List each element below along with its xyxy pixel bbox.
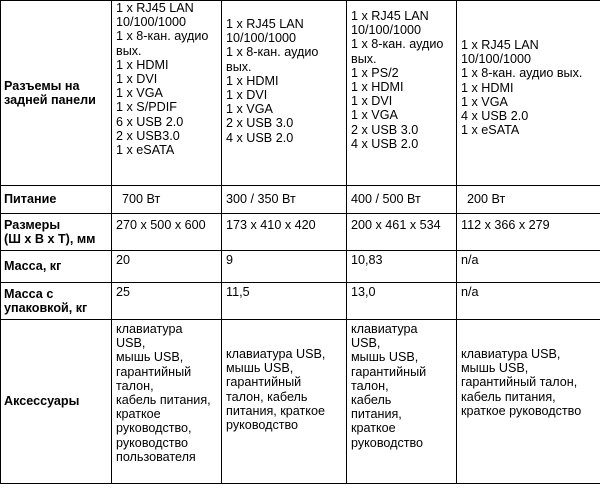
cell-weight-col2: 9 xyxy=(222,251,347,283)
cell-rear-ports-col4: 1 x RJ45 LAN 10/100/1000 1 x 8-кан. аудио вых. 1 x HDMI 1 x VGA 4 x USB 2.0 1 x eSATA xyxy=(457,1,600,186)
table-row-power xyxy=(1,186,600,214)
cell-weight-col3: 10,83 xyxy=(347,251,457,283)
row-label-weight: Масса, кг xyxy=(1,251,112,283)
cell-rear-ports-col3: 1 x RJ45 LAN 10/100/1000 1 x 8-кан. аудио вых. 1 x PS/2 1 x HDMI 1 x DVI 1 x VGA 2 x USB 3.0 4 x USB 2.0 xyxy=(347,1,457,186)
cell-weight-packed-col4: n/a xyxy=(457,283,600,320)
table-row-weight-packed xyxy=(1,283,600,320)
cell-power-col1: 700 Вт xyxy=(112,186,222,214)
table-row-accessories xyxy=(1,320,600,484)
row-label-weight-packed: Масса с упаковкой, кг xyxy=(1,283,112,320)
row-label-accessories: Аксессуары xyxy=(1,320,112,484)
cell-weight-packed-col2: 11,5 xyxy=(222,283,347,320)
cell-rear-ports-col1: 1 x RJ45 LAN 10/100/1000 1 x 8-кан. аудио вых. 1 x HDMI 1 x DVI 1 x VGA 1 x S/PDIF 6 x USB 2.0 2 x USB3.0 1 x eSATA xyxy=(112,1,222,186)
cell-weight-col1: 20 xyxy=(112,251,222,283)
cell-accessories-col3: клавиатура USB, мышь USB, гарантийный талон, кабель питания, краткое руководство xyxy=(347,320,457,484)
table-row-dimensions xyxy=(1,214,600,251)
row-label-rear-ports: Разъемы на задней панели xyxy=(1,1,112,186)
cell-dimensions-col4: 112 x 366 x 279 xyxy=(457,214,600,251)
cell-power-col2: 300 / 350 Вт xyxy=(222,186,347,214)
cell-dimensions-col2: 173 x 410 x 420 xyxy=(222,214,347,251)
cell-rear-ports-col2: 1 x RJ45 LAN 10/100/1000 1 x 8-кан. аудио вых. 1 x HDMI 1 x DVI 1 x VGA 2 x USB 3.0 4 x USB 2.0 xyxy=(222,1,347,186)
cell-dimensions-col1: 270 x 500 x 600 xyxy=(112,214,222,251)
cell-weight-packed-col1: 25 xyxy=(112,283,222,320)
cell-power-col3: 400 / 500 Вт xyxy=(347,186,457,214)
cell-weight-packed-col3: 13,0 xyxy=(347,283,457,320)
cell-weight-col4: n/a xyxy=(457,251,600,283)
cell-accessories-col2: клавиатура USB, мышь USB, гарантийный талон, кабель питания, краткое руководство xyxy=(222,320,347,484)
row-label-power: Питание xyxy=(1,186,112,214)
cell-power-col4: 200 Вт xyxy=(457,186,600,214)
table-row-rear-ports xyxy=(1,1,600,186)
cell-accessories-col1: клавиатура USB, мышь USB, гарантийный талон, кабель питания, краткое руководство, руководство пользователя xyxy=(112,320,222,484)
cell-dimensions-col3: 200 x 461 x 534 xyxy=(347,214,457,251)
table-row-weight xyxy=(1,251,600,283)
row-label-dimensions: Размеры (Ш x В x Т), мм xyxy=(1,214,112,251)
cell-accessories-col4: клавиатура USB, мышь USB, гарантийный талон, кабель питания, краткое руководство xyxy=(457,320,600,484)
